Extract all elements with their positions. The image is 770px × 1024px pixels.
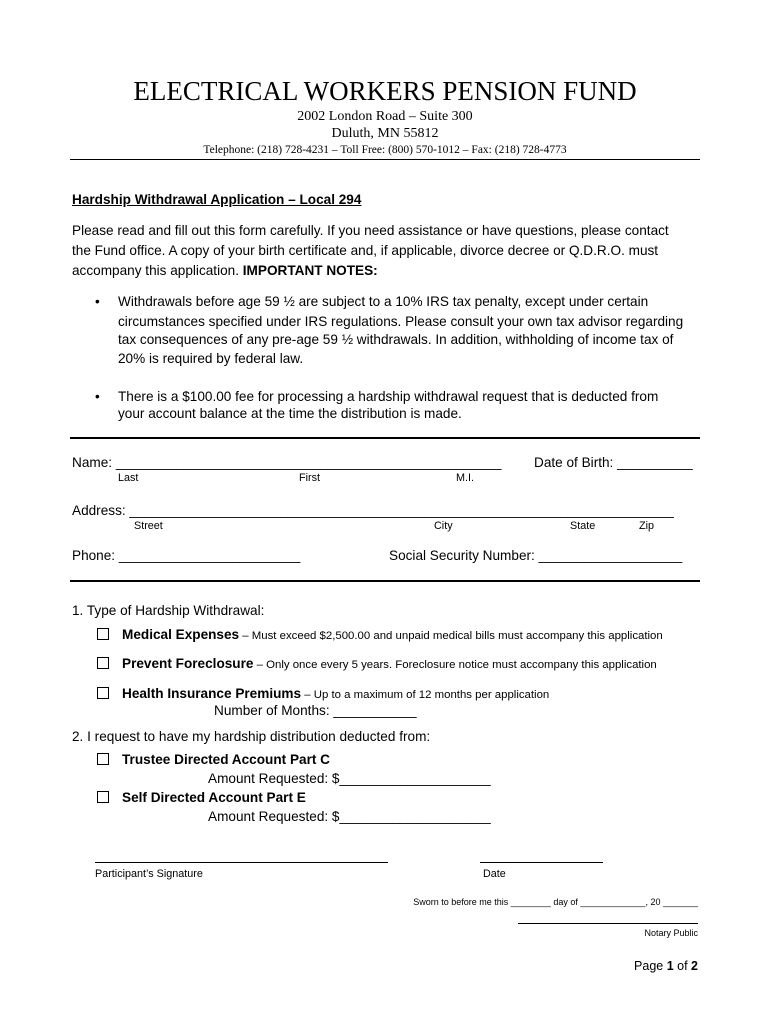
prevent-foreclosure-checkbox[interactable]	[97, 657, 109, 669]
notary-line[interactable]	[518, 923, 698, 924]
prevent-foreclosure-label: Prevent Foreclosure	[122, 656, 254, 671]
participant-signature-label: Participant’s Signature	[95, 868, 203, 880]
page-current: 1	[666, 959, 674, 973]
address-sublabel-city: City	[434, 520, 453, 532]
prevent-foreclosure-desc: – Only once every 5 years. Foreclosure notice must accompany this application	[253, 659, 657, 671]
name-sublabel-last: Last	[118, 472, 139, 484]
intro-line-1: Please read and fill out this form carefully. If you need assistance or have questions, please contact	[72, 223, 669, 238]
intro-line-2: the Fund office. A copy of your birth certificate and, if applicable, divorce decree or Q.D.R.O. must	[72, 243, 659, 258]
self-directed-checkbox[interactable]	[97, 791, 109, 803]
page-indicator: Page 1 of 2	[634, 959, 698, 973]
prevent-foreclosure-option	[122, 656, 657, 671]
date-line[interactable]	[480, 862, 603, 863]
trustee-amount-field[interactable]: Amount Requested: $____________________	[208, 771, 491, 786]
self-directed-label: Self Directed Account Part E	[122, 790, 306, 805]
address-sublabel-state: State	[570, 520, 596, 532]
number-of-months-field[interactable]: Number of Months: ___________	[214, 703, 417, 718]
bullet-icon: •	[95, 389, 100, 404]
note-1-line-2: circumstances specified under IRS regulations. Please consult your own tax advisor regarding	[118, 314, 684, 329]
section-2-title: 2. I request to have my hardship distribution deducted from:	[72, 729, 431, 744]
health-insurance-option	[122, 686, 549, 701]
fund-address-line2: Duluth, MN 55812	[331, 126, 439, 141]
name-sublabel-first: First	[299, 472, 320, 484]
medical-expenses-desc: – Must exceed $2,500.00 and unpaid medical bills must accompany this application	[239, 630, 663, 642]
trustee-directed-checkbox[interactable]	[97, 753, 109, 765]
address-sublabel-zip: Zip	[639, 520, 654, 532]
health-insurance-checkbox[interactable]	[97, 687, 109, 699]
sworn-statement: Sworn to before me this ________ day of _____________, 20 _______	[413, 897, 698, 907]
note-1-line-1: Withdrawals before age 59 ½ are subject to a 10% IRS tax penalty, except under certain	[118, 294, 649, 309]
note-2-line-1: There is a $100.00 fee for processing a hardship withdrawal request that is deducted from	[118, 389, 659, 404]
fund-title: ELECTRICAL WORKERS PENSION FUND	[133, 76, 637, 106]
address-field[interactable]: Address: ________________________________________________________________________	[72, 503, 674, 518]
ssn-field[interactable]: Social Security Number: ___________________	[389, 548, 683, 563]
signature-line[interactable]	[95, 862, 388, 863]
date-of-birth-field[interactable]: Date of Birth: __________	[534, 455, 693, 470]
address-sublabel-street: Street	[134, 520, 163, 532]
health-insurance-label: Health Insurance Premiums	[122, 686, 302, 701]
note-1-line-3: tax consequences of any pre-age 59 ½ withdrawals. In addition, withholding of income tax of	[118, 332, 674, 347]
notary-public-label: Notary Public	[644, 928, 698, 938]
fund-address-line1: 2002 London Road – Suite 300	[297, 109, 473, 124]
self-directed-amount-field[interactable]: Amount Requested: $____________________	[208, 809, 491, 824]
medical-expenses-checkbox[interactable]	[97, 628, 109, 640]
section-divider	[70, 580, 700, 582]
section-1-title: 1. Type of Hardship Withdrawal:	[72, 603, 265, 618]
health-insurance-desc: – Up to a maximum of 12 months per application	[301, 689, 550, 701]
medical-expenses-label: Medical Expenses	[122, 627, 240, 642]
name-sublabel-mi: M.I.	[456, 472, 474, 484]
date-label: Date	[483, 868, 506, 880]
note-1-line-4: 20% is required by federal law.	[118, 351, 304, 366]
header-divider	[70, 159, 700, 160]
section-divider	[70, 437, 700, 439]
important-notes-label: IMPORTANT NOTES:	[242, 263, 378, 278]
note-2-line-2: your account balance at the time the distribution is made.	[118, 406, 462, 421]
page-total: 2	[691, 959, 698, 973]
trustee-directed-label: Trustee Directed Account Part C	[122, 752, 330, 767]
bullet-icon: •	[95, 294, 100, 309]
form-heading: Hardship Withdrawal Application – Local 294	[72, 192, 362, 207]
medical-expenses-option	[122, 627, 663, 642]
name-field[interactable]: Name: ___________________________________________________	[72, 455, 502, 470]
intro-line-3: accompany this application. IMPORTANT NOTES:	[72, 263, 378, 278]
fund-contact-line: Telephone: (218) 728-4231 – Toll Free: (800) 570-1012 – Fax: (218) 728-4773	[203, 144, 567, 156]
phone-field[interactable]: Phone: ________________________	[72, 548, 301, 563]
